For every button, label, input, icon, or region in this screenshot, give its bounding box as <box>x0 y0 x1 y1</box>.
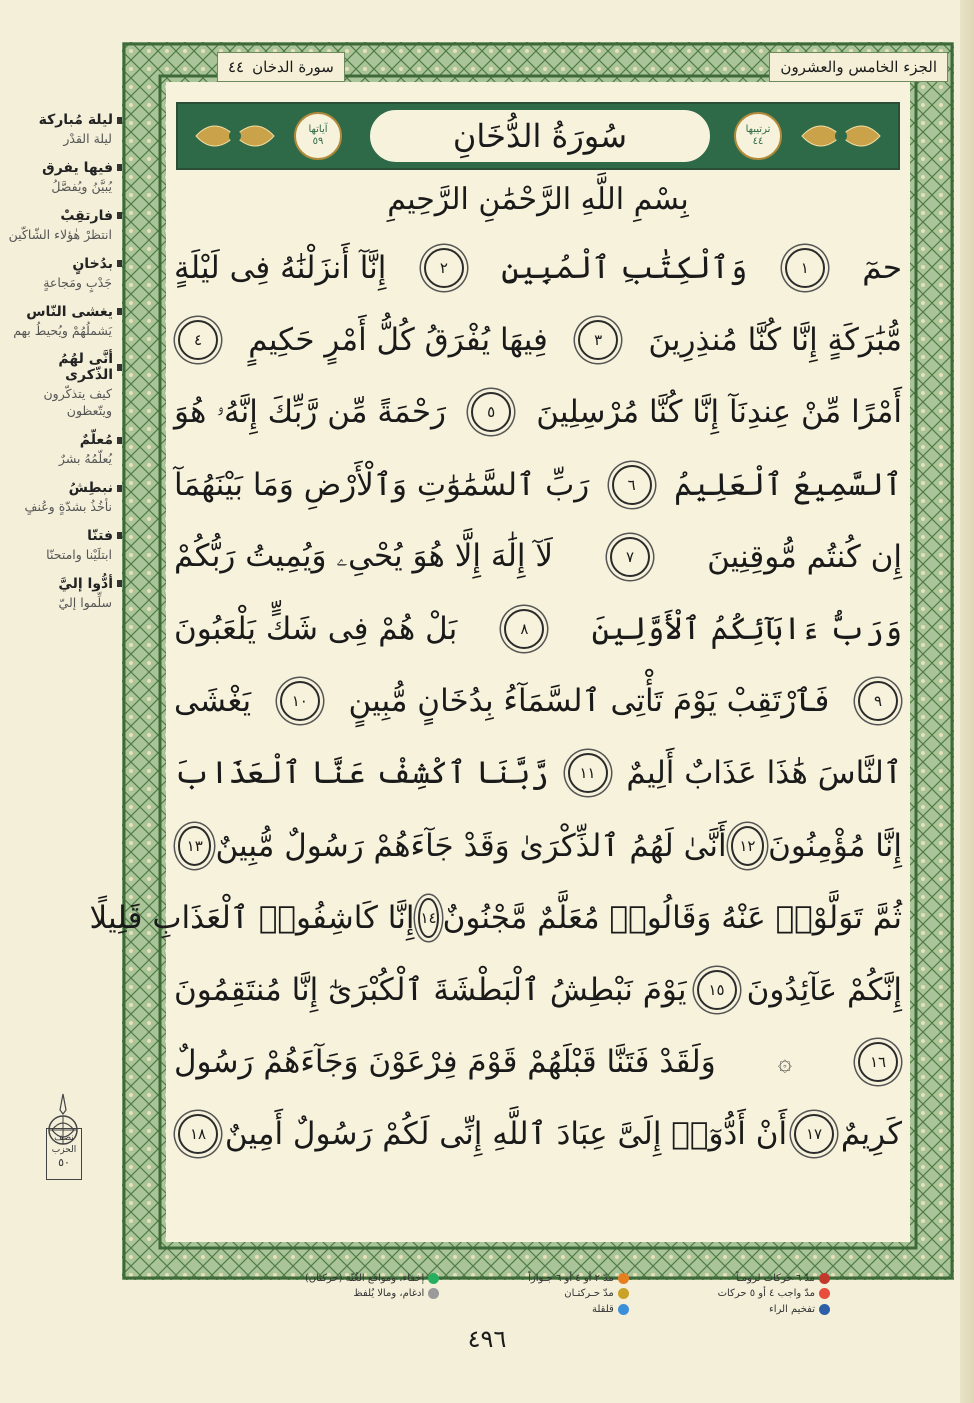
ayah-number: ١٥ <box>697 970 737 1010</box>
verse-count-label: آياتها <box>308 124 328 135</box>
margin-note-word <box>6 480 124 496</box>
margin-note <box>6 208 124 244</box>
legend-label: مدّ ٢ أو ٤ أو ٦ جـوازاً <box>528 1273 614 1285</box>
margin-note-term: مُعلّمٌ <box>79 432 113 449</box>
tajweed-legend <box>230 1272 830 1316</box>
margin-note-meaning: يُعلّمُهُ بشرٌ <box>58 451 112 467</box>
margin-note-meaning: جَدْبٍ ومَجاعةٍ <box>43 274 112 290</box>
basmala: بِسْمِ اللَّهِ الرَّحْمَٰنِ الرَّحِيمِ <box>387 182 689 217</box>
surah-title-banner <box>176 102 900 170</box>
margin-note-meaning: نأخُذُ بشدّةٍ وعُنفٍ <box>24 499 112 514</box>
margin-note-word <box>6 256 124 272</box>
verse-text: رَبِّ ٱلسَّمَٰوَٰتِ وَٱلْأَرْضِ وَمَا بَيْنَهُمَآ <box>174 466 590 503</box>
margin-note-meaning: انتظرْ هٰؤلاء الشّاكّين <box>8 226 112 242</box>
margin-note-meaning: كيف يتذكّرون ويتّعظون <box>43 386 112 419</box>
margin-note-term: بدُخانٍ <box>72 255 113 272</box>
margin-note-word <box>6 112 124 128</box>
margin-note <box>6 480 124 516</box>
margin-note <box>6 351 124 420</box>
legend-item <box>230 1287 439 1300</box>
verse-text: يَوْمَ نَبْطِشُ ٱلْبَطْشَةَ ٱلْكُبْرَىٰٓ إِنَّا مُنتَقِمُونَ <box>174 971 687 1008</box>
margin-note-word <box>6 576 124 592</box>
verse-text: فَٱرْتَقِبْ يَوْمَ تَأْتِى ٱلسَّمَآءُ بِدُخَانٍ مُّبِينٍ <box>348 683 830 720</box>
legend-item <box>230 1272 439 1285</box>
margin-note-term: أدُّوا إليَّ <box>58 575 113 592</box>
page-edge <box>960 0 974 1403</box>
verse-line <box>174 1098 902 1170</box>
verse-text: فِيهَا يُفْرَقُ كُلُّ أَمْرٍ حَكِيمٍ <box>248 322 548 359</box>
page-frame <box>89 42 954 1280</box>
margin-note <box>6 112 124 148</box>
ayah-number: ٦ <box>612 465 652 505</box>
legend-item <box>643 1287 830 1300</box>
legend-item <box>643 1303 830 1316</box>
verse-text: رَحْمَةً مِّن رَّبِّكَ إِنَّهُۥ هُوَ <box>174 393 446 430</box>
legend-label: إخفاء، ومواقع الغُنّة (حركتان) <box>304 1273 425 1285</box>
verse-line <box>174 810 902 882</box>
ayah-number: ١٢ <box>731 826 764 866</box>
legend-color-dot-icon <box>618 1304 629 1315</box>
hizb-line-2: الحزب <box>51 1144 77 1155</box>
verse-text: رَّبَّنَا ٱكْشِفْ عَنَّا ٱلْعَذَابَ <box>174 755 549 792</box>
margin-note-term: فارتقِبْ <box>60 207 113 224</box>
surah-order-label: ترتيبها <box>745 124 771 135</box>
banner-ornament-icon <box>798 114 884 158</box>
hizb-line-1: نصف <box>54 1133 74 1143</box>
legend-color-dot-icon <box>428 1288 439 1299</box>
ayah-number: ١٤ <box>418 898 438 938</box>
legend-color-dot-icon <box>618 1273 629 1284</box>
verse-text: وَٱلْكِتَٰبِ ٱلْمُبِينِ <box>501 250 748 287</box>
page-number: ٤٩٦ <box>467 1325 507 1353</box>
verse-line <box>174 449 902 521</box>
verse-line <box>174 232 902 304</box>
surah-title: سُورَةُ الدُّخَانِ <box>368 108 712 164</box>
margin-note-word <box>6 432 124 448</box>
verse-line <box>174 1026 902 1098</box>
verse-text: إِنَّا مُؤْمِنُونَ <box>768 827 902 864</box>
verse-line <box>174 376 902 448</box>
ayah-number: ١٨ <box>178 1114 218 1154</box>
margin-note <box>6 256 124 292</box>
margin-note-word <box>6 528 124 544</box>
verse-text: يَغْشَى <box>174 683 252 720</box>
verse-text: وَلَقَدْ فَتَنَّا قَبْلَهُمْ قَوْمَ فِرْعَوْنَ وَجَآءَهُمْ رَسُولٌ <box>174 1044 716 1081</box>
verses-block <box>89 232 902 1170</box>
legend-color-dot-icon <box>819 1288 830 1299</box>
verse-line <box>174 665 902 737</box>
verse-text: ثُمَّ تَوَلَّوْا۟ عَنْهُ وَقَالُوا۟ مُعَلَّمٌ مَّجْنُونٌ <box>442 899 902 936</box>
margin-note-meaning: ليلة القدْر <box>63 131 112 146</box>
legend-item <box>453 1303 629 1316</box>
ayah-number: ١٦ <box>858 1042 898 1082</box>
ayah-number: ١١ <box>568 753 608 793</box>
hizb-line-3: ٥٠ <box>58 1156 70 1170</box>
legend-item <box>453 1272 629 1285</box>
text-area <box>89 82 910 1242</box>
ayah-number: ١٠ <box>280 681 320 721</box>
verse-text: إِنَّكُمْ عَآئِدُونَ <box>746 971 902 1008</box>
header-juz-label: الجزء الخامس والعشرون <box>780 58 937 76</box>
margin-notes <box>6 112 124 624</box>
margin-note <box>6 576 124 612</box>
margin-note <box>6 528 124 564</box>
margin-note <box>6 304 124 340</box>
margin-note-term: نبطِشُ <box>68 480 113 496</box>
ayah-number: ٥ <box>471 392 511 432</box>
verse-line <box>174 521 902 593</box>
margin-note <box>6 160 124 196</box>
verse-text: إِنَّآ أَنزَلْنَٰهُ فِى لَيْلَةٍ <box>174 250 387 287</box>
legend-label: مدّ حـركتـان <box>564 1288 614 1300</box>
margin-note-term: فيها يفرق <box>42 159 113 176</box>
ayah-number: ١ <box>785 248 825 288</box>
ayah-number: ٩ <box>858 681 898 721</box>
ayah-number: ٨ <box>504 609 544 649</box>
verse-text: كَرِيمٌ <box>840 1116 902 1153</box>
legend-color-dot-icon <box>819 1273 830 1284</box>
margin-note-word <box>6 351 124 383</box>
legend-label: ادغام، ومالا يُلفظ <box>353 1288 425 1300</box>
verse-text: بَلْ هُمْ فِى شَكٍّ يَلْعَبُونَ <box>174 611 458 648</box>
ayah-number: ٧ <box>610 537 650 577</box>
header-juz-tab <box>769 52 948 82</box>
surah-order-value: ٤٤ <box>752 136 764 147</box>
margin-note-word <box>6 304 124 320</box>
legend-color-dot-icon <box>618 1288 629 1299</box>
legend-label: مدّ ٦ حركات لزومـاً <box>735 1273 815 1285</box>
verse-text: أَنْ أَدُّوٓا۟ إِلَىَّ عِبَادَ ٱللَّهِ إِنِّى لَكُمْ رَسُولٌ أَمِينٌ <box>224 1116 788 1153</box>
margin-note-meaning: يَشملُهُمْ ويُحيطُ بهم <box>13 322 112 338</box>
hizb-marker <box>46 1128 82 1180</box>
margin-note-term: أنَّى لهُمُ الذّكرى <box>58 351 113 384</box>
margin-note-meaning: ابتلَيْنا وامتحنّا <box>46 546 112 562</box>
verse-count-medal <box>294 112 342 160</box>
margin-note-meaning: سلِّموا إليّ <box>58 594 112 610</box>
margin-note-term: يغشى النّاس <box>26 303 113 320</box>
surah-order-medal <box>734 112 782 160</box>
verse-text: ٱلسَّمِيعُ ٱلْعَلِيمُ <box>674 466 902 503</box>
header-page-ref: ٤٤ <box>228 58 245 76</box>
verse-count-value: ٥٩ <box>312 136 324 147</box>
verse-text: ٱلنَّاسَ هَٰذَا عَذَابٌ أَلِيمٌ <box>626 755 902 792</box>
ayah-number: ١٣ <box>178 826 211 866</box>
margin-note-meaning: يُبيَّنُ ويُفصَّلُ <box>51 178 112 194</box>
legend-color-dot-icon <box>428 1273 439 1284</box>
ayah-number: ٣ <box>578 320 618 360</box>
legend-item <box>453 1287 629 1300</box>
margin-note-word <box>6 160 124 176</box>
verse-text: أَمْرًا مِّنْ عِندِنَآ إِنَّا كُنَّا مُرْسِلِينَ <box>536 394 902 431</box>
ayah-number: ١٧ <box>794 1114 834 1154</box>
header-surah-tab <box>217 52 345 82</box>
verse-line <box>174 737 902 809</box>
header-surah-label: سورة الدخان <box>252 58 334 76</box>
margin-note-term: فتنّا <box>87 527 113 544</box>
verse-text: مُّبَٰرَكَةٍ إِنَّا كُنَّا مُنذِرِينَ <box>648 322 902 359</box>
legend-label: قلقلة <box>591 1303 614 1315</box>
verse-text: إِن كُنتُم مُّوقِنِينَ <box>707 538 902 575</box>
verse-text: وَرَبُّ ءَابَآئِكُمُ ٱلْأَوَّلِينَ <box>591 611 902 648</box>
legend-color-dot-icon <box>819 1304 830 1315</box>
verse-line <box>174 304 902 376</box>
verse-text: إِنَّا كَاشِفُوا۟ ٱلْعَذَابِ قَلِيلًا <box>89 899 415 936</box>
verse-line <box>89 882 902 954</box>
verse-line <box>174 954 902 1026</box>
verse-line <box>174 593 902 665</box>
margin-note-word <box>6 208 124 224</box>
verse-text: حمٓ <box>862 250 902 287</box>
verse-text: أَنَّىٰ لَهُمُ ٱلذِّكْرَىٰ وَقَدْ جَآءَهُمْ رَسُولٌ مُّبِينٌ <box>215 827 727 864</box>
ayah-number: ٤ <box>178 320 218 360</box>
legend-item <box>643 1272 830 1285</box>
legend-label: مدّ واجب ٤ أو ٥ حركات <box>717 1288 815 1300</box>
banner-ornament-icon <box>192 114 278 158</box>
ayah-number: ٢ <box>424 248 464 288</box>
legend-label: تفخيم الراء <box>769 1303 815 1315</box>
verse-text: لَآ إِلَٰهَ إِلَّا هُوَ يُحْىِۦ وَيُمِيتُ رَبُّكُمْ <box>174 538 554 575</box>
margin-note-term: ليلة مُباركة <box>38 112 113 128</box>
rub-el-hizb-icon: ۞ <box>777 1048 792 1077</box>
margin-note <box>6 432 124 468</box>
